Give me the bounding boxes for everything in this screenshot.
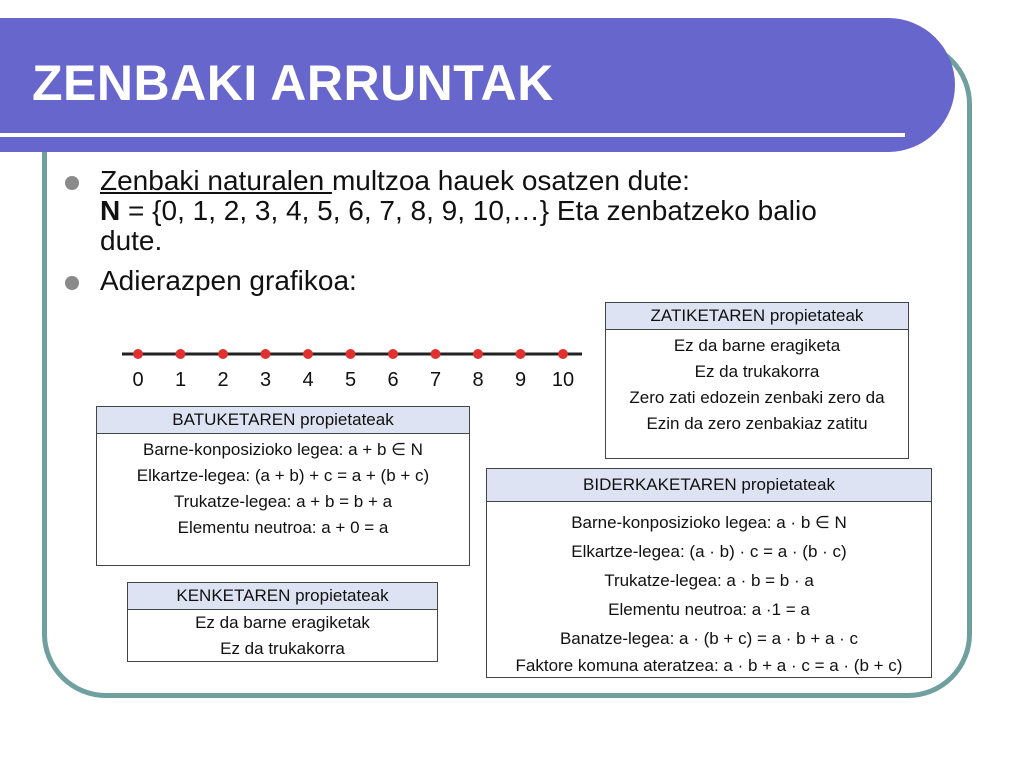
addition-properties-table xyxy=(96,406,470,566)
number-line-label: 8 xyxy=(472,369,484,391)
table-row: Barne-konposizioko legea: a + b ∈ N xyxy=(143,440,423,459)
table-row: Zero zati edozein zenbaki zero da xyxy=(629,388,885,407)
table-header: KENKETAREN propietateak xyxy=(128,583,437,610)
number-line xyxy=(118,342,588,392)
number-line-dot xyxy=(558,349,568,359)
table-row: Elementu neutroa: a ·1 = a xyxy=(608,600,810,619)
table-header: ZATIKETAREN propietateak xyxy=(606,303,908,330)
set-symbol: N xyxy=(100,195,121,226)
bullet-dot-icon xyxy=(65,276,79,290)
number-line-dot xyxy=(133,349,143,359)
table-row: Ezin da zero zenbakiaz zatitu xyxy=(646,414,868,433)
table-row: Trukatze-legea: a · b = b · a xyxy=(604,571,814,590)
table-body xyxy=(128,610,437,662)
table-row: Elkartze-legea: (a · b) · c = a · (b · c) xyxy=(571,542,847,561)
title-underline-rule xyxy=(0,133,905,137)
number-line-label: 0 xyxy=(132,369,144,391)
table-body xyxy=(606,330,908,437)
number-line-dot xyxy=(346,349,356,359)
number-line-dot xyxy=(473,349,483,359)
bullet-text-end: dute. xyxy=(100,225,163,256)
number-line-label: 6 xyxy=(387,369,399,391)
number-line-dot xyxy=(261,349,271,359)
underlined-term: Zenbaki naturalen xyxy=(100,165,332,196)
slide-title: ZENBAKI ARRUNTAK xyxy=(32,55,554,111)
table-row: Ez da trukakorra xyxy=(220,639,345,658)
table-body xyxy=(487,502,931,679)
number-line-label: 2 xyxy=(217,369,229,391)
division-properties-table xyxy=(605,302,909,459)
number-line-label: 10 xyxy=(551,369,575,391)
table-row: Elementu neutroa: a + 0 = a xyxy=(177,518,389,537)
bullet-graphic-representation: Adierazpen grafikoa: xyxy=(100,265,357,296)
number-line-label: 1 xyxy=(174,369,187,391)
table-header: BIDERKAKETAREN propietateak xyxy=(487,469,931,502)
multiplication-properties-table xyxy=(486,468,932,678)
table-row: Elkartze-legea: (a + b) + c = a + (b + c) xyxy=(136,466,430,485)
table-row: Ez da barne eragiketa xyxy=(673,336,841,355)
bullet-text-part: multzoa hauek osatzen dute: xyxy=(331,165,690,196)
table-body xyxy=(97,434,469,541)
number-line-dot xyxy=(431,349,441,359)
table-row: Faktore komuna ateratzea: a · b + a · c = a · (b + c) xyxy=(515,656,903,675)
table-header: BATUKETAREN propietateak xyxy=(97,407,469,434)
subtraction-properties-table xyxy=(127,582,438,662)
number-line-dot xyxy=(303,349,313,359)
table-row: Ez da trukakorra xyxy=(694,362,820,381)
number-line-label: 5 xyxy=(344,369,357,391)
number-line-label: 3 xyxy=(259,369,272,391)
bullet-natural-numbers xyxy=(100,166,940,256)
set-definition: = {0, 1, 2, 3, 4, 5, 6, 7, 8, 9, 10,…} Eta zenbatzeko balio xyxy=(120,195,817,226)
number-line-dot xyxy=(218,349,228,359)
table-row: Trukatze-legea: a + b = b + a xyxy=(173,492,393,511)
number-line-label: 7 xyxy=(429,369,442,391)
table-row: Ez da barne eragiketak xyxy=(195,613,370,632)
number-line-dot xyxy=(176,349,186,359)
number-line-label: 4 xyxy=(302,369,314,391)
number-line-dot xyxy=(388,349,398,359)
bullet-dot-icon xyxy=(65,176,79,190)
number-line-label: 9 xyxy=(514,369,527,391)
table-row: Banatze-legea: a · (b + c) = a · b + a · c xyxy=(559,629,859,648)
number-line-dot xyxy=(516,349,526,359)
table-row: Barne-konposizioko legea: a · b ∈ N xyxy=(571,513,847,532)
